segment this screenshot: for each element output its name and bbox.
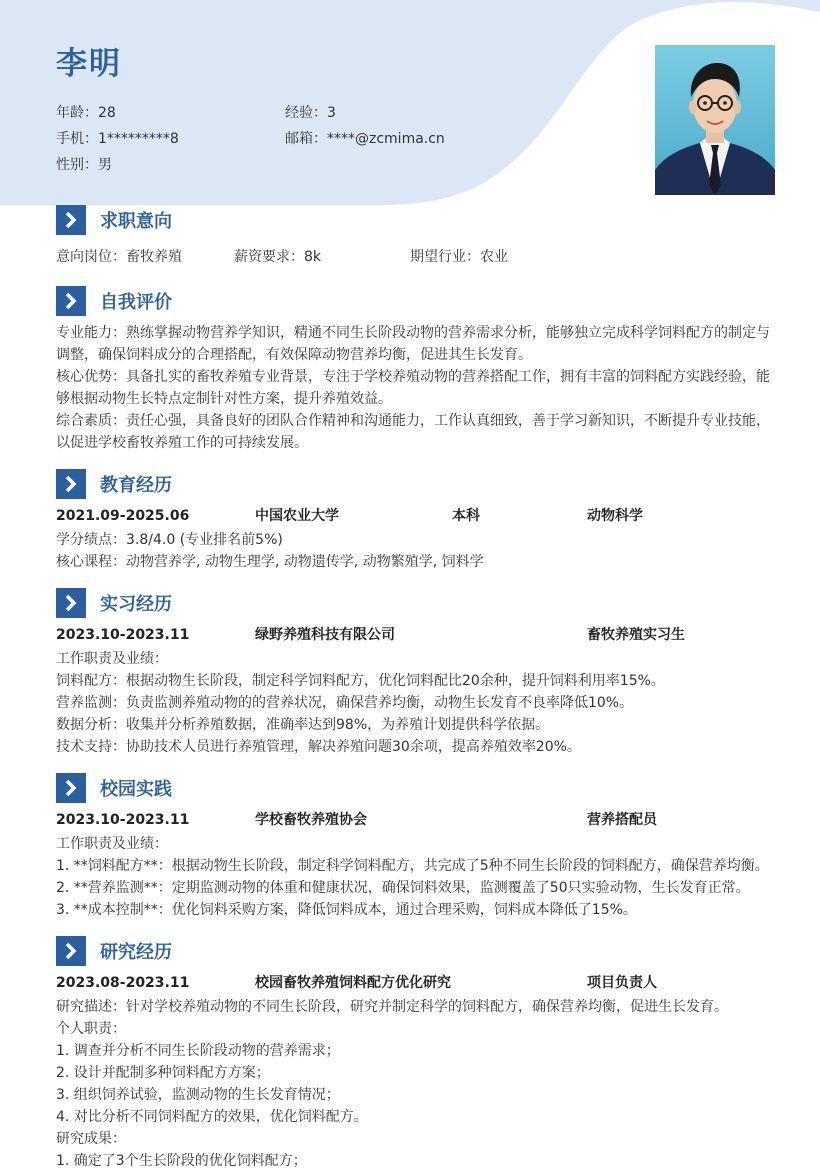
education-school: 中国农业大学: [255, 508, 339, 524]
list-item: 3. **成本控制**：优化饲料采购方案，降低饲料成本，通过合理采购，饲料成本降低了15%。: [56, 902, 637, 918]
self-eval-paragraph: 核心优势：具备扎实的畜牧养殖专业背景，专注于学校养殖动物的营养搭配工作，拥有丰富的饲料配方实践经验，能够根据动物生长特点定制针对性方案，提升养殖效益。: [56, 369, 770, 407]
section-campus-practice: [56, 773, 796, 803]
campus-org: 学校畜牧养殖协会: [255, 812, 367, 828]
chevron-right-icon: [56, 286, 86, 316]
profile-photo: [655, 45, 775, 195]
list-item: 3. 组织饲养试验，监测动物的生长发育情况；: [56, 1087, 340, 1103]
list-item: 工作职责及业绩：: [56, 651, 168, 667]
intent-salary: 薪资要求：8k: [234, 249, 322, 265]
list-item: 1. 确定了3个生长阶段的优化饲料配方；: [56, 1153, 307, 1169]
education-major: 动物科学: [587, 508, 643, 524]
education-date: 2021.09-2025.06: [56, 508, 190, 524]
chevron-right-icon: [56, 588, 86, 618]
section-education: [56, 469, 796, 499]
section-title: 求职意向: [100, 211, 172, 232]
list-item: 1. 调查并分析不同生长阶段动物的营养需求；: [56, 1043, 340, 1059]
campus-date: 2023.10-2023.11: [56, 812, 190, 828]
education-degree: 本科: [452, 508, 480, 524]
section-title: 实习经历: [100, 594, 172, 615]
list-item: 数据分析：收集并分析养殖数据，准确率达到98%，为养殖计划提供科学依据。: [56, 717, 550, 733]
gender-field: 性别：男: [56, 157, 112, 173]
list-item: 4. 对比分析不同饲料配方的效果，优化饲料配方。: [56, 1109, 368, 1125]
candidate-name: 李明: [56, 46, 122, 82]
experience-field: 经验：3: [285, 105, 336, 121]
section-title: 校园实践: [100, 779, 172, 800]
list-item: 2. 设计并配制多种饲料配方方案；: [56, 1065, 270, 1081]
list-item: 营养监测：负责监测养殖动物的的营养状况，确保营养均衡，动物生长发育不良率降低10%。: [56, 695, 634, 711]
education-gpa: 学分绩点：3.8/4.0 (专业排名前5%): [56, 532, 283, 548]
email-field: 邮箱：****@zcmima.cn: [285, 131, 445, 147]
section-research: [56, 936, 796, 966]
list-item: 研究成果：: [56, 1131, 126, 1147]
section-job-intent: [56, 205, 796, 235]
internship-date: 2023.10-2023.11: [56, 627, 190, 643]
self-eval-paragraph: 专业能力：熟练掌握动物营养学知识，精通不同生长阶段动物的营养需求分析，能够独立完成科学饲料配方的制定与调整，确保饲料成分的合理搭配，有效保障动物营养均衡，促进其生长发育。: [56, 325, 770, 363]
intent-position: 意向岗位：畜牧养殖: [56, 249, 182, 265]
list-item: 研究描述：针对学校养殖动物的不同生长阶段，研究并制定科学的饲料配方，确保营养均衡，促进生长发育。: [56, 999, 728, 1015]
list-item: 2. **营养监测**：定期监测动物的体重和健康状况，确保饲料效果，监测覆盖了50只实验动物，生长发育正常。: [56, 880, 750, 896]
chevron-right-icon: [56, 773, 86, 803]
campus-role: 营养搭配员: [587, 812, 657, 828]
list-item: 工作职责及业绩：: [56, 836, 168, 852]
list-item: 饲料配方：根据动物生长阶段，制定科学饲料配方，优化饲料配比20余种，提升饲料利用率15%。: [56, 673, 665, 689]
internship-role: 畜牧养殖实习生: [587, 627, 685, 643]
section-title: 教育经历: [100, 475, 172, 496]
section-title: 自我评价: [100, 292, 172, 313]
research-project: 校园畜牧养殖饲料配方优化研究: [255, 975, 451, 991]
phone-field: 手机：1*********8: [56, 131, 179, 147]
section-internship: [56, 588, 796, 618]
age-field: 年龄：28: [56, 105, 116, 121]
research-date: 2023.08-2023.11: [56, 975, 190, 991]
chevron-right-icon: [56, 936, 86, 966]
internship-company: 绿野养殖科技有限公司: [255, 627, 395, 643]
list-item: 技术支持：协助技术人员进行养殖管理，解决养殖问题30余项，提高养殖效率20%。: [56, 739, 581, 755]
list-item: 1. **饲料配方**：根据动物生长阶段，制定科学饲料配方，共完成了5种不同生长阶段的饲料配方，确保营养均衡。: [56, 858, 769, 874]
self-eval-paragraph: 综合素质：责任心强，具备良好的团队合作精神和沟通能力，工作认真细致，善于学习新知识，不断提升专业技能，以促进学校畜牧养殖工作的可持续发展。: [56, 413, 770, 451]
list-item: 个人职责：: [56, 1021, 126, 1037]
education-courses: 核心课程：动物营养学, 动物生理学, 动物遗传学, 动物繁殖学, 饲料学: [56, 554, 484, 570]
chevron-right-icon: [56, 205, 86, 235]
section-title: 研究经历: [100, 942, 172, 963]
research-role: 项目负责人: [587, 975, 657, 991]
section-self-evaluation: [56, 286, 796, 316]
chevron-right-icon: [56, 469, 86, 499]
intent-industry: 期望行业：农业: [410, 249, 508, 265]
